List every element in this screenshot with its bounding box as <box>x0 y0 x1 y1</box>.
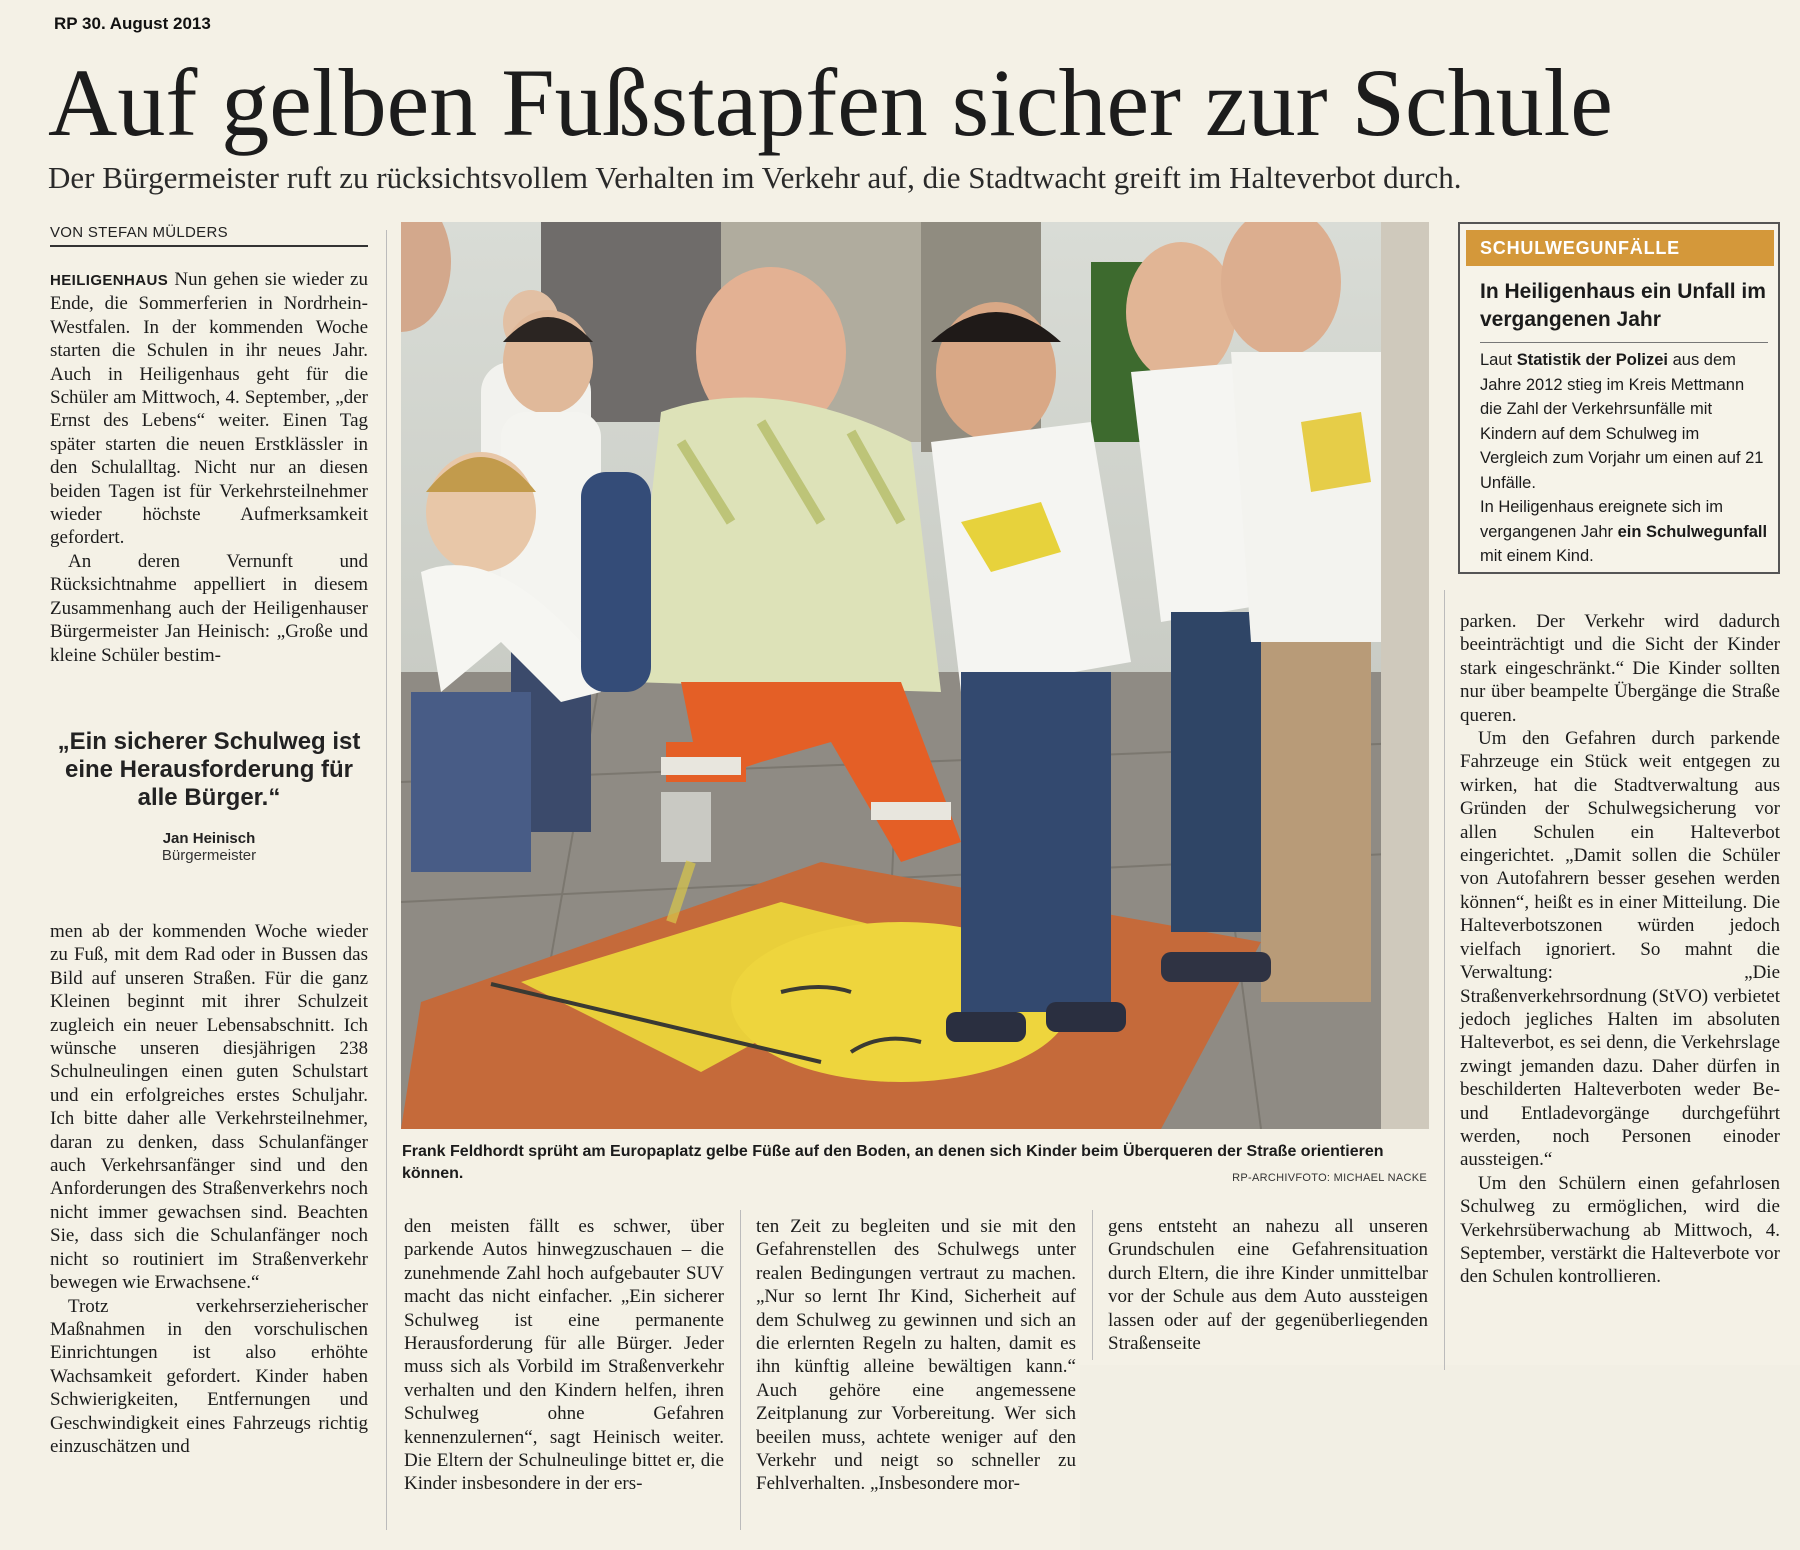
photo-credit: RP-ARCHIVFOTO: MICHAEL NACKE <box>1232 1172 1427 1184</box>
col5-paragraph-1: parken. Der Verkehr wird dadurch beeinträchtigt und die Sicht der Kinder stark eingeschränkt.“ Die Kinder sollten nur über beampelte Übergänge die Straße queren. <box>1460 611 1780 726</box>
byline: VON STEFAN MÜLDERS <box>50 224 368 247</box>
col1-paragraph-3: men ab der kommenden Woche wieder zu Fuß, mit dem Rad oder in Bussen das Bild auf unseren Straßen. Für die ganz Kleinen beginnt mit ihrer Schulzeit zugleich ein neuer Lebensabschnitt. Ich wünsche unseren diesjährigen 238 Schulneulingen einen guten Schulstart und ein erfolgreiches erstes Schuljahr. Ich bitte daher alle Verkehrsteilnehmer, daran zu denken, dass Schulanfänger auch Verkehrsanfänger sind und den Anforderungen des Straßenverkehrs noch nicht immer gewachsen sind. Beachten Sie, dass sich die Schulanfänger noch nicht so routiniert im Straßenverkehr bewegen wie Erwachsene.“ <box>50 921 368 1294</box>
article-photo <box>401 222 1429 1129</box>
col2-paragraph: den meisten fällt es schwer, über parkende Autos hinwegzuschauen – die zunehmende Zahl hoch aufgebauter SUV macht das nicht einfacher. „Ein sicherer Schulweg ist eine permanente Herausforderung für alle Bürger. Jeder muss sich als Vorbild im Straßenverkehr verhalten und den Kindern helfen, ihren Schulweg ohne Gefahren kennenzulernen“, sagt Heinisch weiter. Die Eltern der Schulneulinge bittet er, die Kinder insbesondere in der ers- <box>404 1216 724 1495</box>
info-text: Laut <box>1480 351 1513 369</box>
empty-area <box>1080 1365 1800 1550</box>
info-text: aus dem Jahre 2012 stieg im Kreis Mettmann die Zahl der Verkehrsunfälle mit Kindern auf dem Schulweg im Vergleich zum Vorjahr um einen auf 21 Unfälle. <box>1480 351 1764 492</box>
column-1-bottom <box>50 920 368 1458</box>
column-1-top <box>50 268 368 667</box>
col5-paragraph-3: Um den Schülern einen gefahrlosen Schulweg zu ermöglichen, wird die Verkehrsüberwachung ab Mittwoch, 4. September, verstärkt die Halteverbote vor den Schulen kontrollieren. <box>1460 1172 1780 1288</box>
column-2 <box>404 1215 724 1496</box>
column-rule <box>1444 590 1445 1370</box>
info-text-bold: ein Schulwegunfall <box>1617 522 1768 541</box>
pull-quote <box>50 728 368 864</box>
column-4 <box>1108 1215 1428 1355</box>
photo-caption: Frank Feldhordt sprüht am Europaplatz gelbe Füße auf den Boden, an denen sich Kinder beim Überqueren der Straße orientieren können. <box>402 1143 1384 1182</box>
pull-quote-author: Jan Heinisch <box>162 830 256 847</box>
lead-location: HEILIGENHAUS <box>50 272 169 289</box>
info-box <box>1458 222 1780 574</box>
info-box-tag: SCHULWEGUNFÄLLE <box>1466 230 1774 266</box>
pull-quote-text: „Ein sicherer Schulweg ist eine Herausforderung für alle Bürger.“ <box>57 728 361 811</box>
column-5 <box>1460 610 1780 1289</box>
col5-paragraph-2: Um den Gefahren durch parkende Fahrzeuge ein Stück weit entgegen zu wirken, hat die Stadtverwaltung aus Gründen der Schulwegsicherung vor allen Schulen ein Halteverbot eingerichtet. „Damit sollen die Schüler von Autofahrern besser gesehen werden können“, heißt es in einer Mitteilung. Die Halteverbotszonen würden jedoch vielfach ignoriert. So mahnt die Verwaltung: „Die Straßenverkehrsordnung (StVO) verbietet jedoch jegliches Halten im absoluten Halteverbot, es sei denn, die Verkehrslage zwingt jemanden dazu. Daher dürfen in beschilderten Halteverboten weder Be- und Entladevorgänge durchgeführt werden, noch Personen einoder aussteigen.“ <box>1460 728 1780 1171</box>
pull-quote-role: Bürgermeister <box>161 847 257 864</box>
photo-illustration <box>401 222 1429 1129</box>
headline: Auf gelben Fußstapfen sicher zur Schule <box>48 49 1613 156</box>
info-text-bold: Statistik der Polizei <box>1516 351 1669 369</box>
column-rule <box>740 1210 741 1530</box>
col1-paragraph-4: Trotz verkehrserzieherischer Maßnahmen in den vorschulischen Einrichtungen ist also erhöhte Wachsamkeit gefordert. Kinder haben Schwierigkeiten, Entfernungen und Geschwindigkeit eines Fahrzeugs richtig einzuschätzen und <box>50 1295 368 1457</box>
info-box-title: In Heiligenhaus ein Unfall im vergangenen Jahr <box>1480 280 1766 331</box>
column-3 <box>756 1215 1076 1496</box>
column-rule <box>386 230 387 1530</box>
info-box-divider <box>1480 342 1768 343</box>
column-rule <box>1092 1210 1093 1360</box>
info-text: In Heiligenhaus ereignete sich im vergangenen Jahr <box>1480 498 1724 541</box>
col1-paragraph-2: An deren Vernunft und Rücksichtnahme appelliert in diesem Zusammenhang auch der Heiligenhauser Bürgermeister Jan Heinisch: „Große und kleine Schüler bestim- <box>50 550 368 666</box>
dateline: RP 30. August 2013 <box>54 14 211 33</box>
col3-paragraph: ten Zeit zu begleiten und sie mit den Gefahrenstellen des Schulwegs unter realen Bedingungen vertraut zu machen. „Nur so lernt Ihr Kind, Sicherheit auf dem Schulweg zu gewinnen und sich an die erlernten Regeln zu halten, damit es ihn künftig alleine bewältigen kann.“ Auch gehöre eine angemessene Zeitplanung zur Vorbereitung. Wer sich beeilen muss, achtete weniger auf den Verkehr und neigt so schneller zu Fehlverhalten. „Insbesondere mor- <box>756 1216 1076 1495</box>
info-text: mit einem Kind. <box>1480 547 1594 565</box>
info-box-body <box>1480 348 1770 569</box>
col4-paragraph: gens entsteht an nahezu all unseren Grundschulen eine Gefahrensituation durch Eltern, die ihre Kinder unmittelbar vor der Schule aus dem Auto aussteigen lassen oder auf der gegenüberliegenden Straßenseite <box>1108 1216 1428 1355</box>
col1-paragraph-1: Nun gehen sie wieder zu Ende, die Sommerferien in Nordrhein-Westfalen. In der kommenden Woche starten die Schulen in ihr neues Jahr. Auch in Heiligenhaus geht für die Schüler am Mittwoch, 4. September, „der Ernst des Lebens“ weiter. Einen Tag später starten die neuen Erstklässler in den Schulalltag. Nicht nur an diesen beiden Tagen ist für Verkehrsteilnehmer wieder höchste Aufmerksamkeit gefordert. <box>50 269 368 549</box>
subheadline: Der Bürgermeister ruft zu rücksichtsvollem Verhalten im Verkehr auf, die Stadtwacht greift im Halteverbot durch. <box>48 160 1462 195</box>
